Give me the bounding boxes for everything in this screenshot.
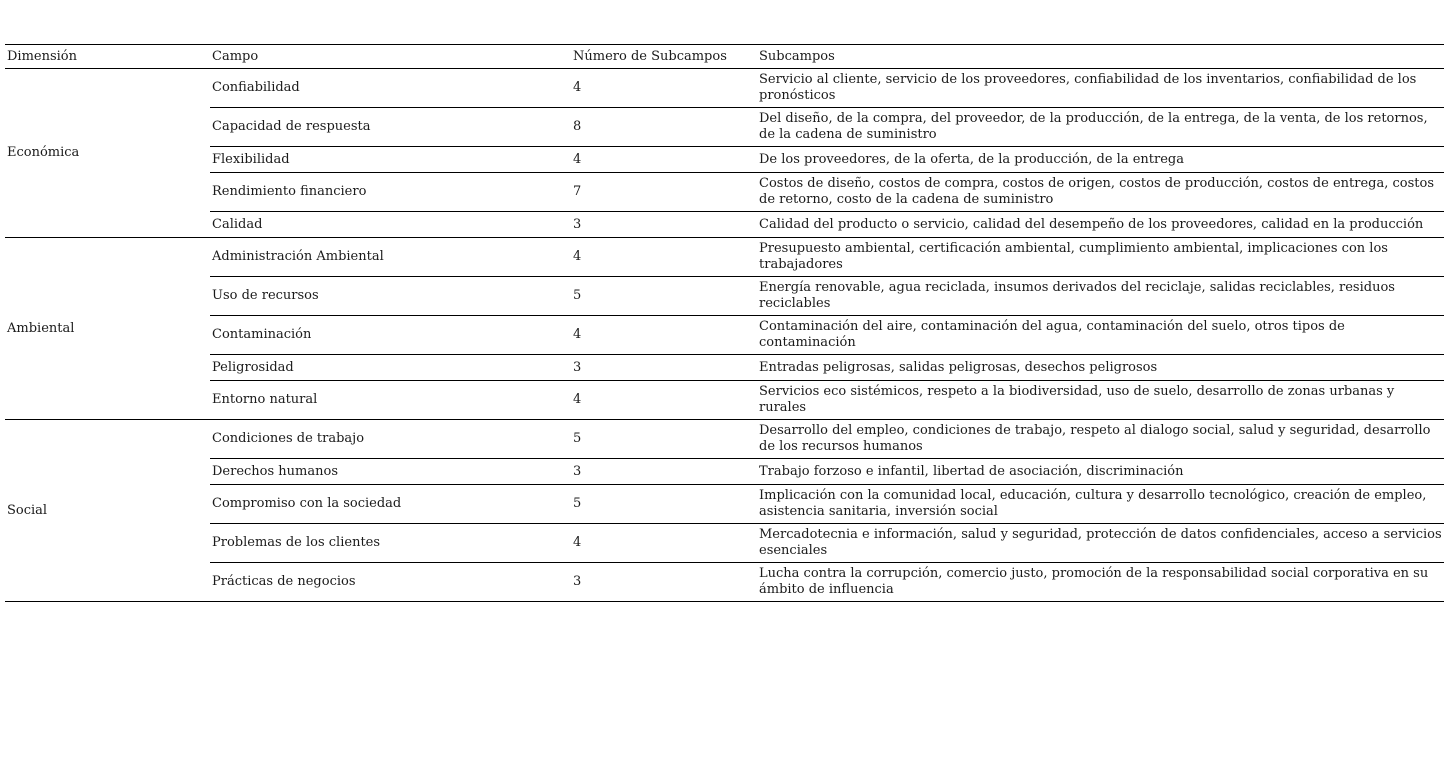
- dimension-cell: Social: [5, 420, 210, 602]
- subcampos-cell: Contaminación del aire, contaminación del agua, contaminación del suelo, otros tipos de contaminación: [757, 316, 1444, 355]
- table-row: [5, 212, 1444, 238]
- campo-cell: Compromiso con la sociedad: [210, 485, 571, 524]
- campo-cell: Uso de recursos: [210, 277, 571, 316]
- campo-cell: Flexibilidad: [210, 147, 571, 173]
- table-row: [5, 420, 1444, 459]
- subfields-table: [5, 44, 1444, 602]
- subcampos-cell: Servicio al cliente, servicio de los proveedores, confiabilidad de los inventarios, confiabilidad de los pronósticos: [757, 69, 1444, 108]
- table-row: [5, 381, 1444, 420]
- table-row: [5, 316, 1444, 355]
- table-row: [5, 108, 1444, 147]
- table-row: [5, 238, 1444, 277]
- numero-cell: 8: [571, 108, 757, 147]
- campo-cell: Condiciones de trabajo: [210, 420, 571, 459]
- table-row: [5, 277, 1444, 316]
- table-row: [5, 524, 1444, 563]
- numero-cell: 3: [571, 459, 757, 485]
- table-row: [5, 485, 1444, 524]
- subcampos-cell: Calidad del producto o servicio, calidad del desempeño de los proveedores, calidad en la producción: [757, 212, 1444, 238]
- header-campo: Campo: [210, 45, 571, 69]
- campo-cell: Derechos humanos: [210, 459, 571, 485]
- subcampos-cell: Servicios eco sistémicos, respeto a la biodiversidad, uso de suelo, desarrollo de zonas urbanas y rurales: [757, 381, 1444, 420]
- campo-cell: Calidad: [210, 212, 571, 238]
- numero-cell: 5: [571, 277, 757, 316]
- campo-cell: Peligrosidad: [210, 355, 571, 381]
- subfields-table-container: [5, 44, 1444, 602]
- numero-cell: 4: [571, 147, 757, 173]
- header-row: [5, 45, 1444, 69]
- numero-cell: 3: [571, 355, 757, 381]
- numero-cell: 4: [571, 238, 757, 277]
- header-subcampos: Subcampos: [757, 45, 1444, 69]
- subcampos-cell: De los proveedores, de la oferta, de la producción, de la entrega: [757, 147, 1444, 173]
- campo-cell: Capacidad de respuesta: [210, 108, 571, 147]
- campo-cell: Administración Ambiental: [210, 238, 571, 277]
- subcampos-cell: Trabajo forzoso e infantil, libertad de asociación, discriminación: [757, 459, 1444, 485]
- header-dimension: Dimensión: [5, 45, 210, 69]
- table-row: [5, 147, 1444, 173]
- numero-cell: 4: [571, 524, 757, 563]
- subcampos-cell: Entradas peligrosas, salidas peligrosas, desechos peligrosos: [757, 355, 1444, 381]
- numero-cell: 5: [571, 485, 757, 524]
- table-row: [5, 355, 1444, 381]
- subcampos-cell: Mercadotecnia e información, salud y seguridad, protección de datos confidenciales, acceso a servicios esenciales: [757, 524, 1444, 563]
- subcampos-cell: Lucha contra la corrupción, comercio justo, promoción de la responsabilidad social corporativa en su ámbito de influencia: [757, 563, 1444, 602]
- table-row: [5, 563, 1444, 602]
- numero-cell: 4: [571, 316, 757, 355]
- table-row: [5, 459, 1444, 485]
- numero-cell: 4: [571, 69, 757, 108]
- table-row: [5, 173, 1444, 212]
- subcampos-cell: Energía renovable, agua reciclada, insumos derivados del reciclaje, salidas reciclables, residuos reciclables: [757, 277, 1444, 316]
- campo-cell: Contaminación: [210, 316, 571, 355]
- campo-cell: Prácticas de negocios: [210, 563, 571, 602]
- dimension-cell: Ambiental: [5, 238, 210, 420]
- table-header: [5, 45, 1444, 69]
- numero-cell: 3: [571, 563, 757, 602]
- campo-cell: Rendimiento financiero: [210, 173, 571, 212]
- header-numero: Número de Subcampos: [571, 45, 757, 69]
- numero-cell: 3: [571, 212, 757, 238]
- numero-cell: 4: [571, 381, 757, 420]
- dimension-cell: Económica: [5, 69, 210, 238]
- campo-cell: Entorno natural: [210, 381, 571, 420]
- table-row: [5, 69, 1444, 108]
- subcampos-cell: Desarrollo del empleo, condiciones de trabajo, respeto al dialogo social, salud y seguridad, desarrollo de los recursos humanos: [757, 420, 1444, 459]
- numero-cell: 7: [571, 173, 757, 212]
- numero-cell: 5: [571, 420, 757, 459]
- subcampos-cell: Del diseño, de la compra, del proveedor, de la producción, de la entrega, de la venta, de los retornos, de la cadena de suministro: [757, 108, 1444, 147]
- subcampos-cell: Presupuesto ambiental, certificación ambiental, cumplimiento ambiental, implicaciones con los trabajadores: [757, 238, 1444, 277]
- campo-cell: Confiabilidad: [210, 69, 571, 108]
- subcampos-cell: Implicación con la comunidad local, educación, cultura y desarrollo tecnológico, creación de empleo, asistencia sanitaria, inversión social: [757, 485, 1444, 524]
- campo-cell: Problemas de los clientes: [210, 524, 571, 563]
- subcampos-cell: Costos de diseño, costos de compra, costos de origen, costos de producción, costos de entrega, costos de retorno, costo de la cadena de suministro: [757, 173, 1444, 212]
- table-body: [5, 69, 1444, 602]
